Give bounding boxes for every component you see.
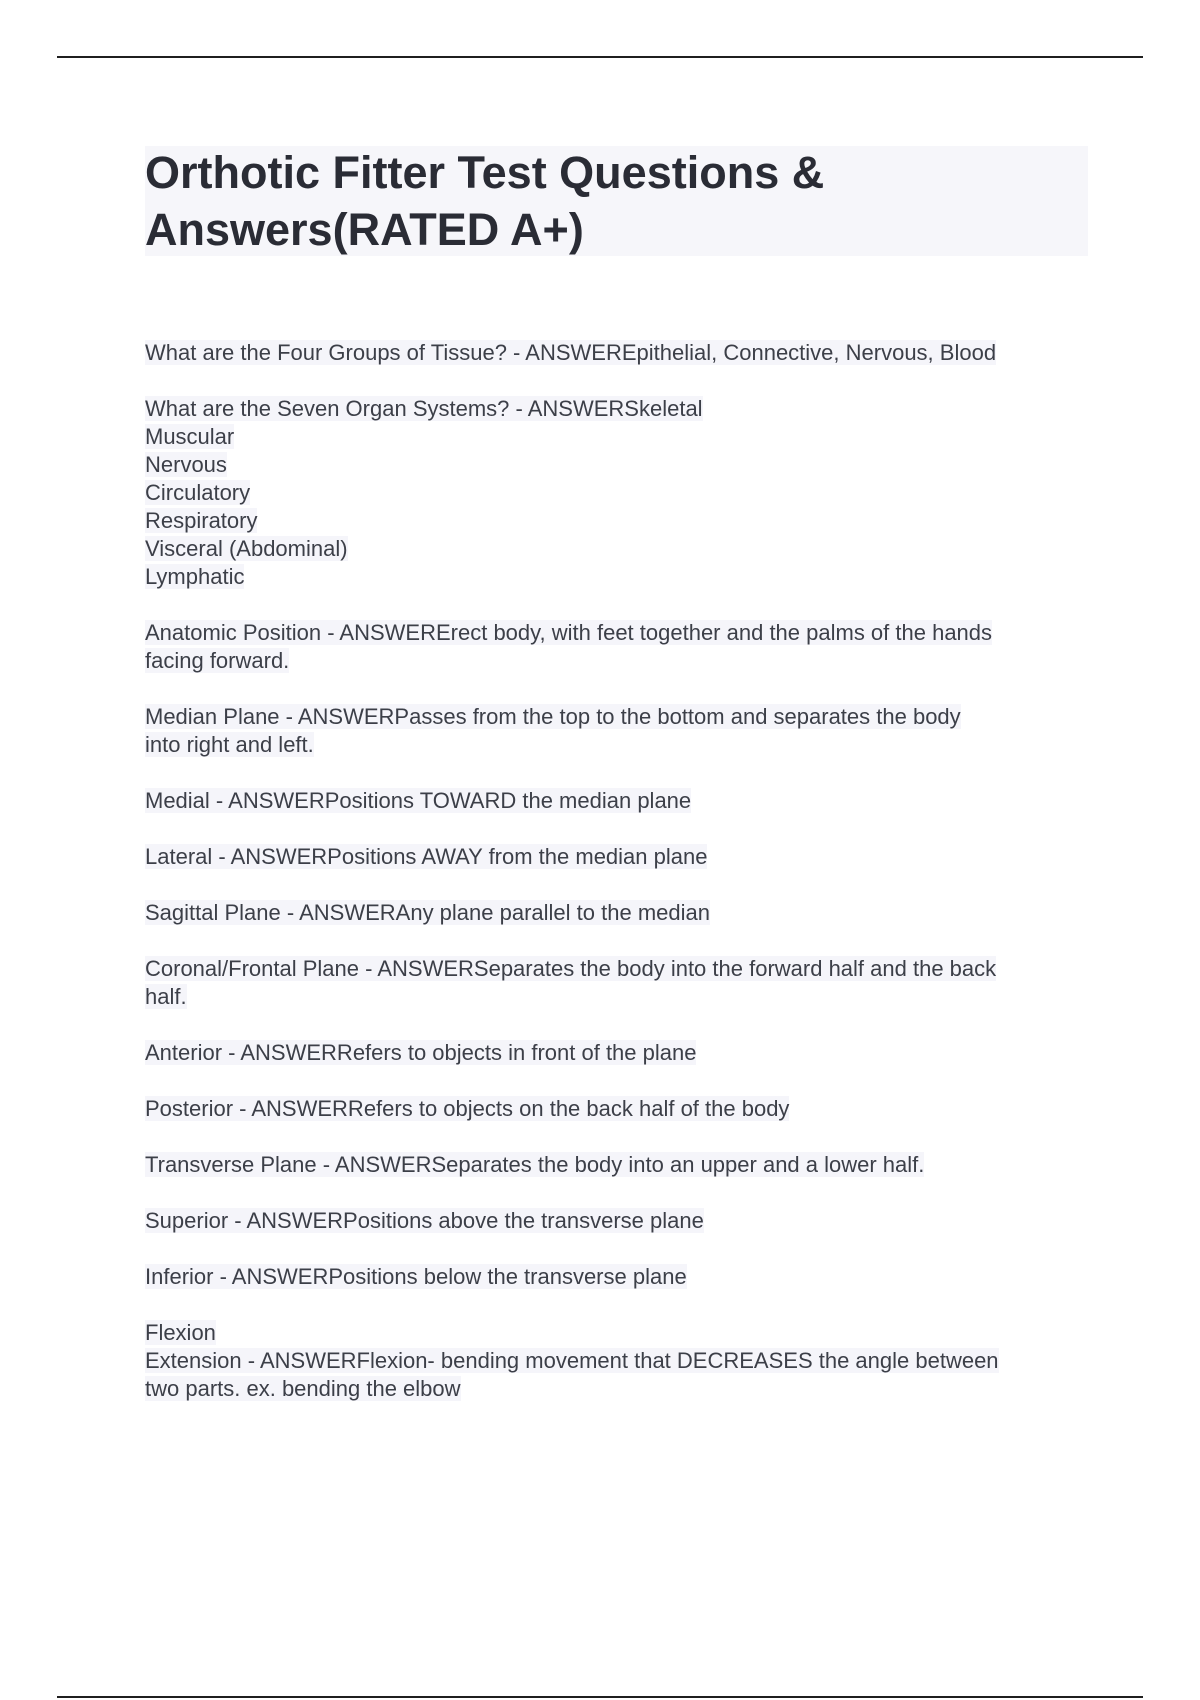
qa-line: Lymphatic [145, 564, 245, 589]
qa-line: Extension - ANSWERFlexion- bending movement that DECREASES the angle between [145, 1348, 999, 1373]
qa-line: What are the Seven Organ Systems? - ANSWERSkeletal [145, 396, 703, 421]
bottom-rule [57, 1696, 1143, 1698]
qa-line: Flexion [145, 1320, 216, 1345]
qa-line: two parts. ex. bending the elbow [145, 1376, 461, 1401]
qa-line: Sagittal Plane - ANSWERAny plane parallel to the median [145, 900, 710, 925]
qa-entry [145, 1039, 1090, 1067]
qa-entry [145, 1263, 1090, 1291]
qa-entry [145, 1319, 1090, 1403]
qa-entry [145, 955, 1090, 1011]
qa-line: half. [145, 984, 187, 1009]
qa-entry [145, 619, 1090, 675]
qa-line: Transverse Plane - ANSWERSeparates the body into an upper and a lower half. [145, 1152, 925, 1177]
qa-entry [145, 899, 1090, 927]
qa-line: Posterior - ANSWERRefers to objects on the back half of the body [145, 1096, 790, 1121]
qa-entry [145, 1207, 1090, 1235]
title-line-2: Answers(RATED A+) [145, 204, 584, 255]
qa-line: Superior - ANSWERPositions above the transverse plane [145, 1208, 704, 1233]
qa-line: Inferior - ANSWERPositions below the transverse plane [145, 1264, 687, 1289]
qa-line: Median Plane - ANSWERPasses from the top to the bottom and separates the body [145, 704, 961, 729]
qa-entry [145, 787, 1090, 815]
qa-entry [145, 1095, 1090, 1123]
qa-line: Coronal/Frontal Plane - ANSWERSeparates the body into the forward half and the back [145, 956, 997, 981]
qa-line: Visceral (Abdominal) [145, 536, 348, 561]
qa-entry [145, 843, 1090, 871]
qa-entry [145, 703, 1090, 759]
title-line-1: Orthotic Fitter Test Questions & [145, 147, 825, 198]
qa-line: Respiratory [145, 508, 258, 533]
qa-entry [145, 339, 1090, 367]
qa-line: Nervous [145, 452, 227, 477]
qa-line: into right and left. [145, 732, 314, 757]
document-title [145, 144, 1085, 258]
qa-entry [145, 395, 1090, 591]
qa-list [145, 339, 1090, 1431]
qa-line: Muscular [145, 424, 235, 449]
qa-entry [145, 1151, 1090, 1179]
top-rule [57, 56, 1143, 58]
qa-line: Medial - ANSWERPositions TOWARD the median plane [145, 788, 692, 813]
qa-line: facing forward. [145, 648, 290, 673]
qa-line: What are the Four Groups of Tissue? - ANSWEREpithelial, Connective, Nervous, Blood [145, 340, 997, 365]
qa-line: Anterior - ANSWERRefers to objects in front of the plane [145, 1040, 697, 1065]
qa-line: Circulatory [145, 480, 251, 505]
qa-line: Lateral - ANSWERPositions AWAY from the median plane [145, 844, 708, 869]
qa-line: Anatomic Position - ANSWERErect body, with feet together and the palms of the hands [145, 620, 993, 645]
